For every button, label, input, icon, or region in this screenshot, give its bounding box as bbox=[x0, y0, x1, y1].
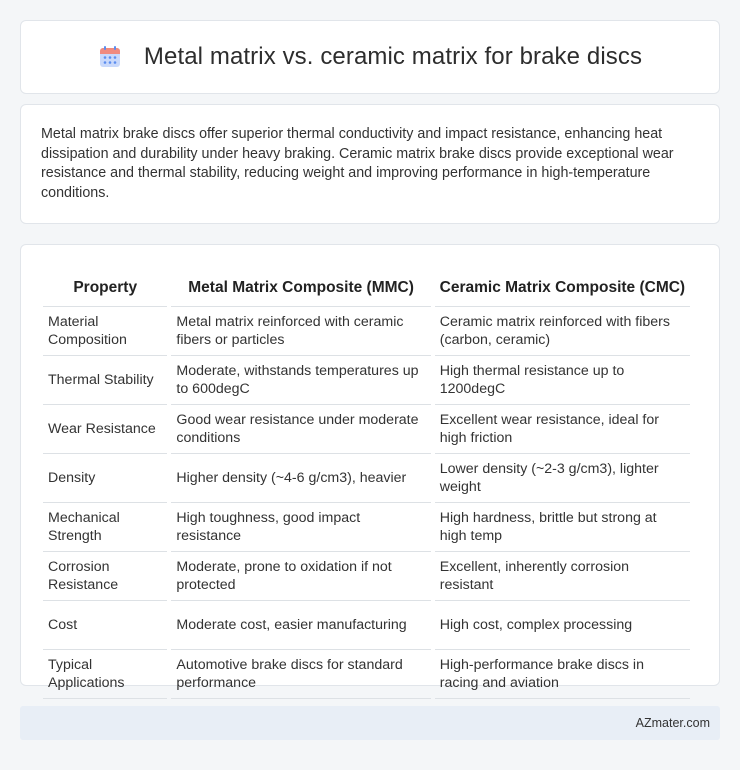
header-property: Property bbox=[43, 265, 167, 307]
footer-bar bbox=[20, 706, 720, 740]
page-title: Metal matrix vs. ceramic matrix for brake discs bbox=[143, 43, 643, 70]
mmc-cell: Metal matrix reinforced with ceramic fibers or particles bbox=[171, 307, 430, 356]
mmc-cell: Moderate cost, easier manufacturing bbox=[171, 601, 430, 650]
cmc-cell: High thermal resistance up to 1200degC bbox=[435, 356, 690, 405]
cmc-cell: High hardness, brittle but strong at high temp bbox=[435, 503, 690, 552]
property-cell: Thermal Stability bbox=[43, 356, 167, 405]
header-mmc: Metal Matrix Composite (MMC) bbox=[171, 265, 430, 307]
intro-paragraph: Metal matrix brake discs offer superior thermal conductivity and impact resistance, enhancing heat dissipation and durability under heavy braking. Ceramic matrix brake discs provide exceptional wear resistance and thermal stability, reducing weight and improving performance in high-temperature conditions. bbox=[41, 126, 674, 201]
mmc-cell: High toughness, good impact resistance bbox=[171, 503, 430, 552]
table-row bbox=[43, 356, 690, 405]
intro-card bbox=[20, 104, 720, 224]
table-row bbox=[43, 307, 690, 356]
comparison-table bbox=[39, 265, 694, 699]
cmc-cell: High-performance brake discs in racing and aviation bbox=[435, 650, 690, 699]
mmc-cell: Moderate, withstands temperatures up to 600degC bbox=[171, 356, 430, 405]
property-cell: Cost bbox=[43, 601, 167, 650]
table-row bbox=[43, 503, 690, 552]
table-row bbox=[43, 601, 690, 650]
table-header-row bbox=[43, 265, 690, 307]
calendar-grid-icon bbox=[98, 45, 122, 69]
mmc-cell: Automotive brake discs for standard performance bbox=[171, 650, 430, 699]
cmc-cell: Lower density (~2-3 g/cm3), lighter weight bbox=[435, 454, 690, 503]
footer-site-link[interactable]: AZmater.com bbox=[635, 716, 710, 730]
title-card bbox=[20, 20, 720, 94]
title-wrap bbox=[98, 43, 642, 71]
mmc-cell: Moderate, prone to oxidation if not protected bbox=[171, 552, 430, 601]
property-cell: Density bbox=[43, 454, 167, 503]
table-row bbox=[43, 454, 690, 503]
mmc-cell: Good wear resistance under moderate conditions bbox=[171, 405, 430, 454]
property-cell: Wear Resistance bbox=[43, 405, 167, 454]
comparison-card bbox=[20, 244, 720, 691]
table-row bbox=[43, 405, 690, 454]
table-row bbox=[43, 650, 690, 699]
property-cell: Corrosion Resistance bbox=[43, 552, 167, 601]
header-cmc: Ceramic Matrix Composite (CMC) bbox=[435, 265, 690, 307]
table-row bbox=[43, 552, 690, 601]
property-cell: Typical Applications bbox=[43, 650, 167, 699]
cmc-cell: High cost, complex processing bbox=[435, 601, 690, 650]
cmc-cell: Ceramic matrix reinforced with fibers (carbon, ceramic) bbox=[435, 307, 690, 356]
property-cell: Material Composition bbox=[43, 307, 167, 356]
mmc-cell: Higher density (~4-6 g/cm3), heavier bbox=[171, 454, 430, 503]
cmc-cell: Excellent, inherently corrosion resistant bbox=[435, 552, 690, 601]
property-cell: Mechanical Strength bbox=[43, 503, 167, 552]
cmc-cell: Excellent wear resistance, ideal for high friction bbox=[435, 405, 690, 454]
